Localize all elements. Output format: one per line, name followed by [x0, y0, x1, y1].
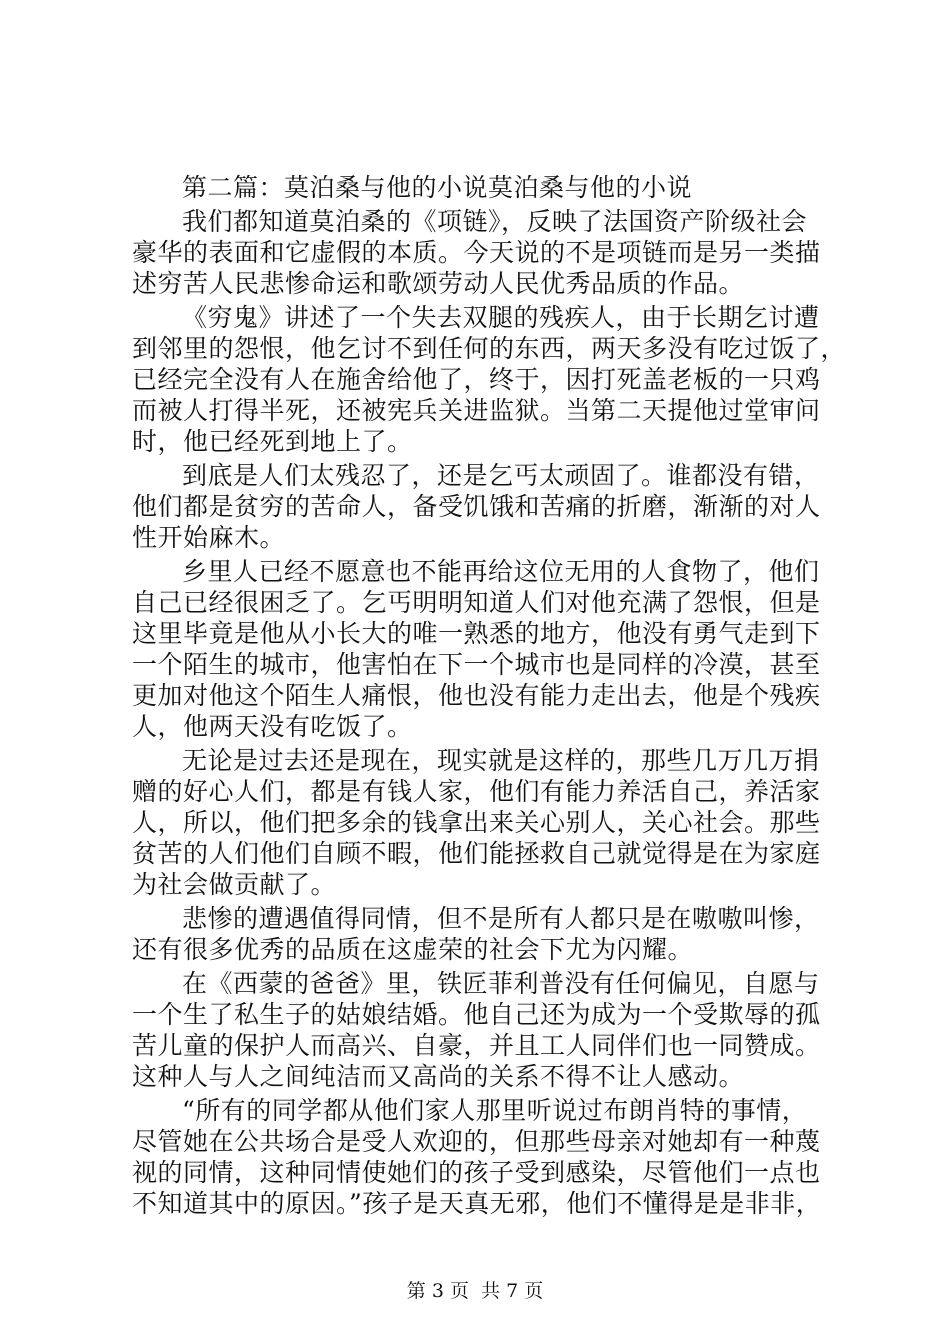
- paragraph: [132, 903, 832, 965]
- text-line: 为社会做贡献了。: [132, 870, 337, 899]
- text-line: 他们都是贫穷的苦命人，备受饥饿和苦痛的折磨，渐渐的对人: [132, 492, 821, 521]
- text-line: 《穷鬼》讲述了一个失去双腿的残疾人，由于长期乞讨遭: [182, 303, 820, 332]
- text-line: “所有的同学都从他们家人那里听说过布朗肖特的事情，: [182, 1096, 808, 1125]
- text-line: 豪华的表面和它虚假的本质。今天说的不是项链而是另一类描: [132, 238, 821, 267]
- text-line: 到底是人们太残忍了，还是乞丐太顽固了。谁都没有错，: [182, 461, 820, 490]
- paragraph: [132, 206, 832, 299]
- text-line: 赠的好心人们，都是有钱人家，他们有能力养活自己，养活家: [132, 777, 821, 806]
- text-line: 在《西蒙的爸爸》里，铁匠菲利普没有任何偏见，自愿与: [182, 969, 820, 998]
- text-line: 还有很多优秀的品质在这虚荣的社会下尤为闪耀。: [132, 935, 694, 964]
- text-line: 悲惨的遭遇值得同情，但不是所有人都只是在嗷嗷叫惨，: [182, 904, 820, 933]
- text-line: 我们都知道莫泊桑的《项链》，反映了法国资产阶级社会: [182, 207, 808, 236]
- text-line: 一个陌生的城市，他害怕在下一个城市也是同样的冷漠，甚至: [132, 650, 821, 679]
- text-line: 视的同情，这种同情使她们的孩子受到感染，尽管他们一点也: [132, 1158, 821, 1187]
- text-line: 这里毕竟是他从小长大的唯一熟悉的地方，他没有勇气走到下: [132, 619, 821, 648]
- text-line: 人，他两天没有吃饭了。: [132, 712, 413, 741]
- text-line: 贫苦的人们他们自顾不暇，他们能拯救自己就觉得是在为家庭: [132, 839, 821, 868]
- page-number: 第 3 页 共 7 页: [406, 1280, 544, 1302]
- text-line: 更加对他这个陌生人痛恨，他也没有能力走出去，他是个残疾: [132, 681, 821, 710]
- text-line: 述穷苦人民悲惨命运和歌颂劳动人民优秀品质的作品。: [132, 269, 745, 298]
- paragraph: [132, 1095, 832, 1219]
- text-line: 性开始麻木。: [132, 523, 286, 552]
- paragraph: [132, 556, 832, 742]
- text-line: 而被人打得半死，还被宪兵关进监狱。当第二天提他过堂审问: [132, 396, 821, 425]
- paragraph: [132, 968, 832, 1092]
- text-line: 已经完全没有人在施舍给他了，终于，因打死盖老板的一只鸡: [132, 365, 821, 394]
- paragraph: [132, 745, 832, 900]
- text-line: 这种人与人之间纯洁而又高尚的关系不得不让人感动。: [132, 1062, 745, 1091]
- text-line: 一个生了私生子的姑娘结婚。他自己还为成为一个受欺辱的孤: [132, 1000, 821, 1029]
- page-footer: [0, 1279, 950, 1303]
- text-line: 尽管她在公共场合是受人欢迎的，但那些母亲对她却有一种蔑: [132, 1127, 821, 1156]
- section-heading: 第二篇：莫泊桑与他的小说莫泊桑与他的小说: [182, 173, 693, 202]
- paragraph: [132, 302, 847, 457]
- text-line: 自己已经很困乏了。乞丐明明知道人们对他充满了怨恨，但是: [132, 588, 821, 617]
- text-line: 苦儿童的保护人而高兴、自豪，并且工人同伴们也一同赞成。: [132, 1031, 821, 1060]
- text-line: 到邻里的怨恨，他乞讨不到任何的东西，两天多没有吃过饭了，: [132, 334, 847, 363]
- text-line: 人，所以，他们把多余的钱拿出来关心别人，关心社会。那些: [132, 808, 821, 837]
- text-line: 不知道其中的原因。”孩子是天真无邪，他们不懂得是是非非，: [132, 1189, 822, 1218]
- text-line: 时，他已经死到地上了。: [132, 427, 413, 456]
- text-line: 乡里人已经不愿意也不能再给这位无用的人食物了，他们: [182, 557, 820, 586]
- paragraph: [132, 460, 832, 553]
- document-body: [132, 172, 847, 1222]
- text-line: 无论是过去还是现在，现实就是这样的，那些几万几万捐: [182, 746, 820, 775]
